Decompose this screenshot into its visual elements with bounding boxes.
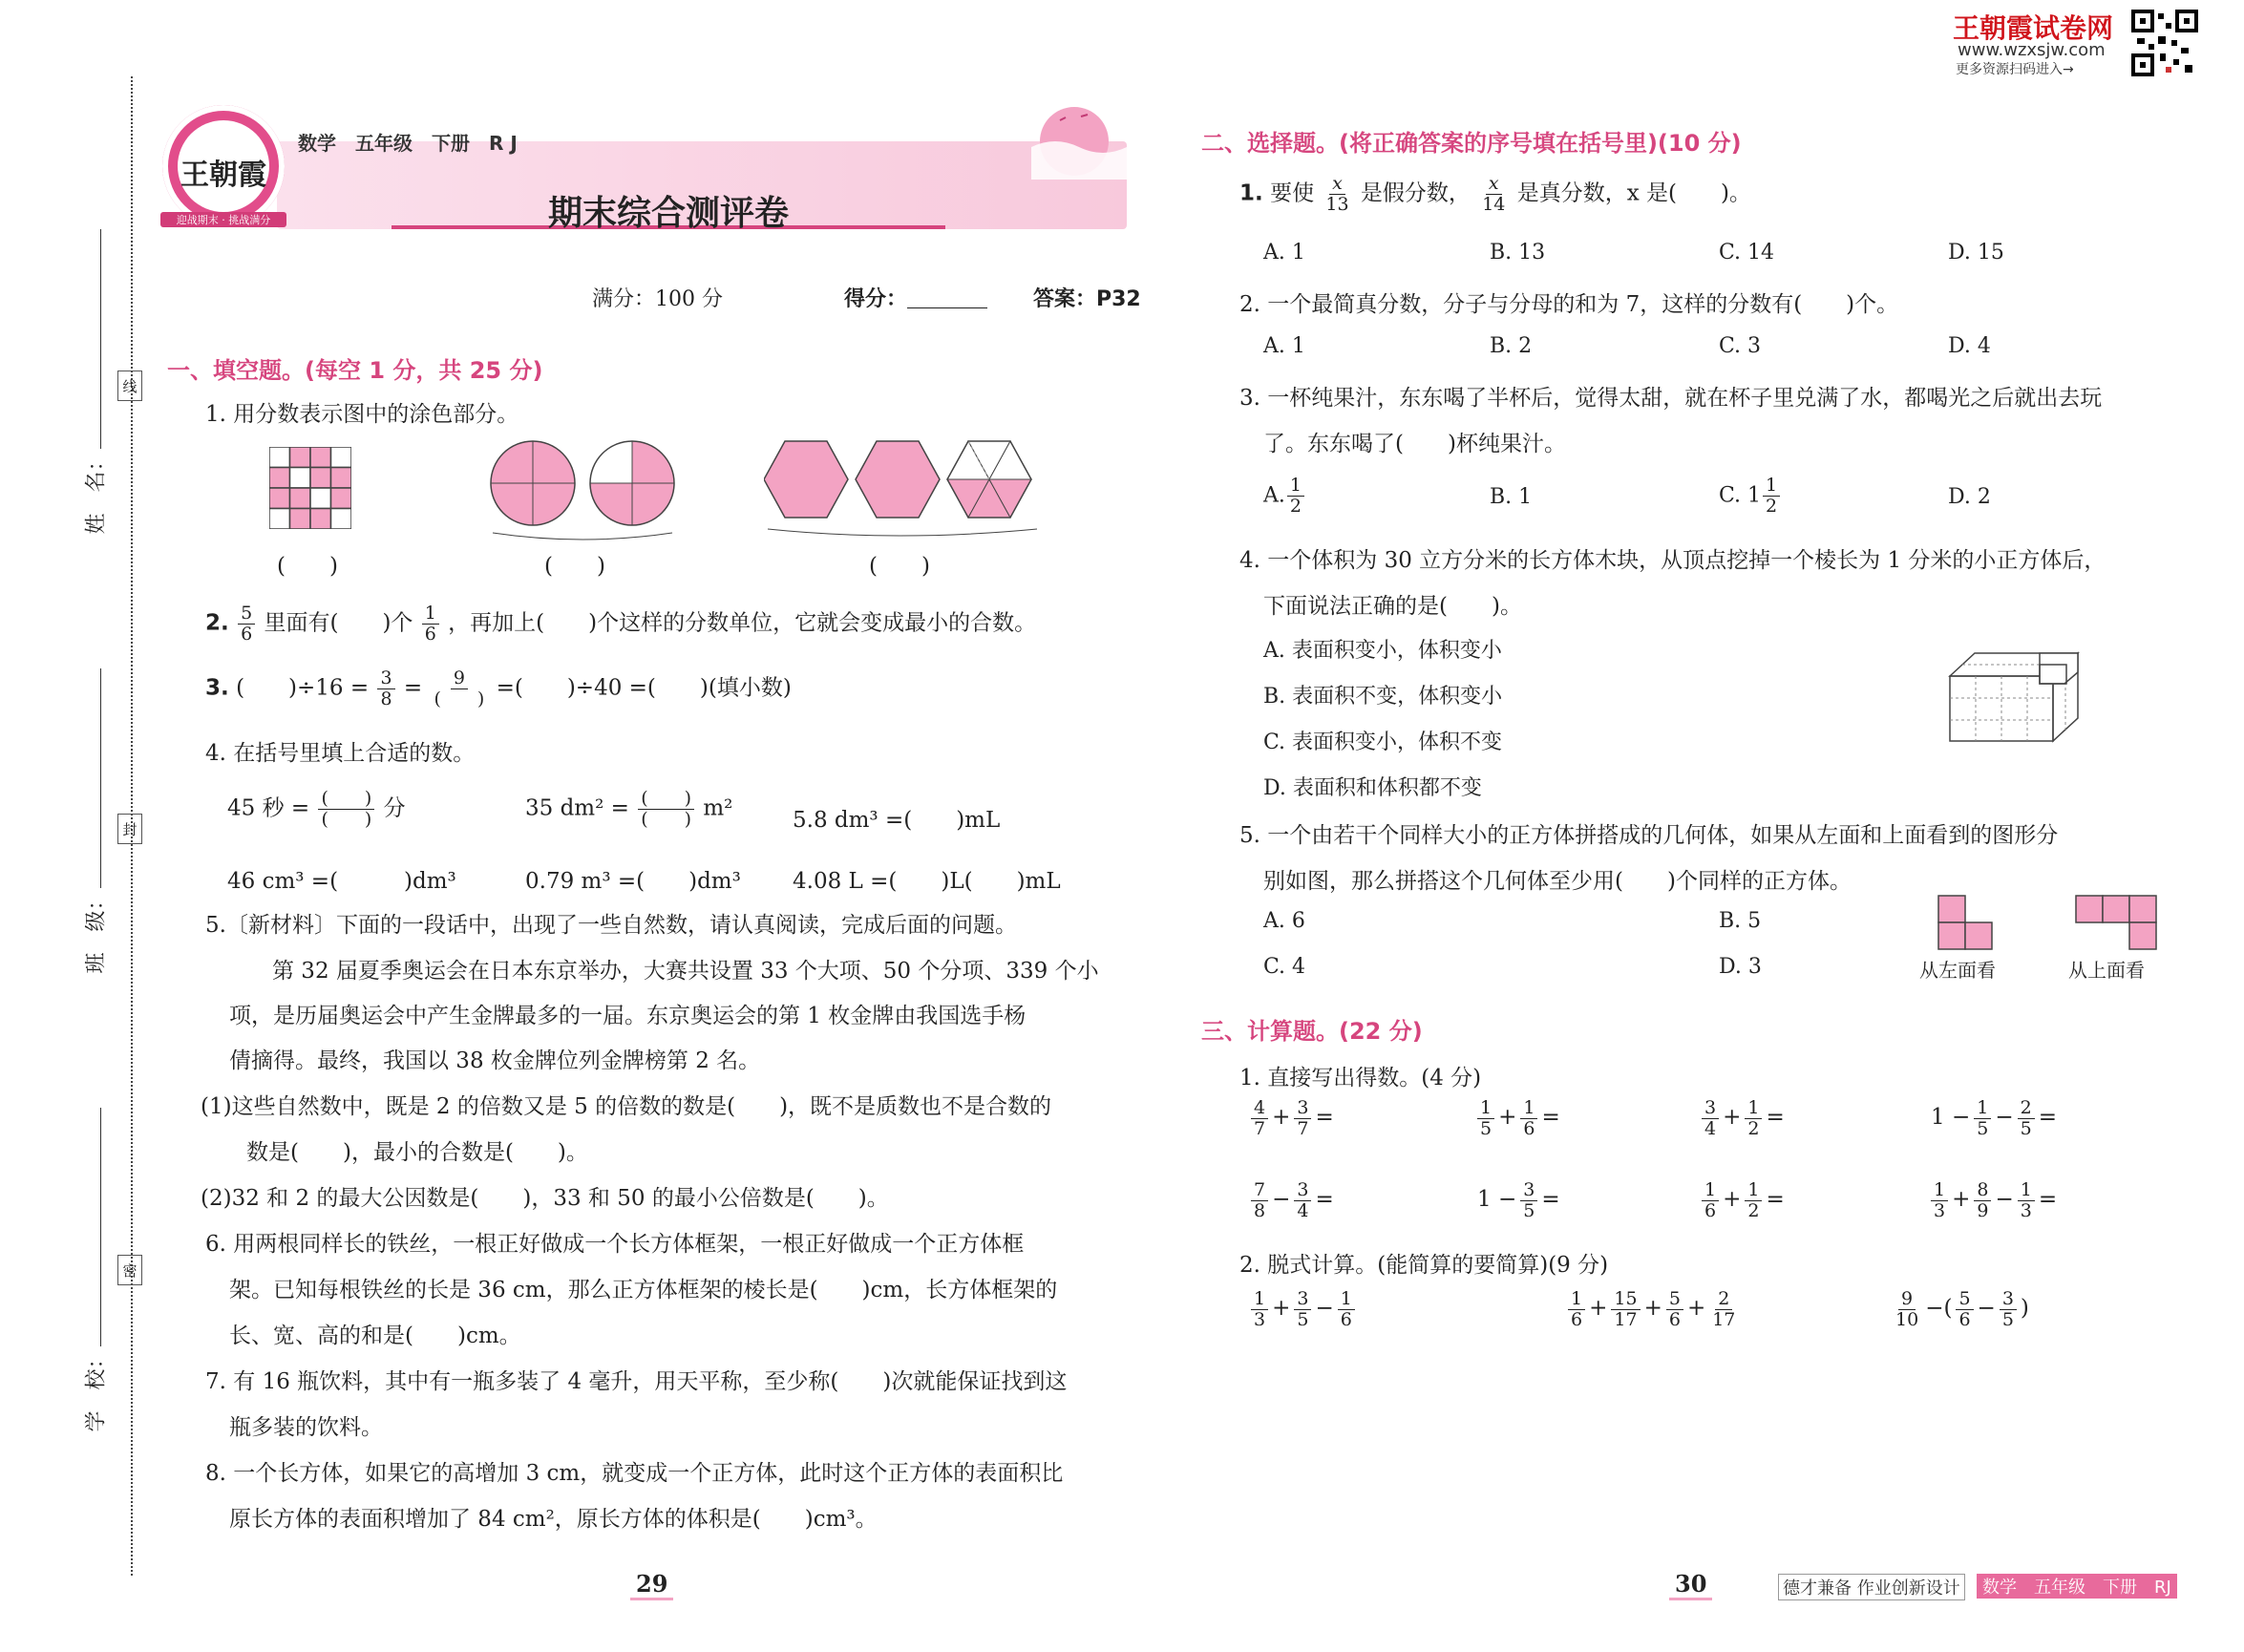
denominator: 7 [1254, 1117, 1266, 1139]
operator: = [2038, 1105, 2057, 1131]
numerator: 1 [2018, 1180, 2035, 1201]
numerator: x [1486, 174, 1502, 195]
denominator: 6 [1340, 1308, 1352, 1330]
s1-q2 [205, 604, 1036, 645]
fraction [1763, 476, 1780, 517]
fraction [638, 789, 694, 830]
fraction [1338, 1289, 1355, 1330]
fraction [431, 668, 487, 710]
s2-q1-text3: 是真分数，x 是( )。 [1516, 180, 1751, 206]
numerator: 1 [422, 604, 439, 625]
qr-code-icon [2131, 10, 2198, 76]
s1-q2-number: 2. [205, 610, 229, 636]
s1-q8-line[interactable]: 原长方体的表面积增加了 84 cm²，原长方体的体积是( )cm³。 [229, 1507, 878, 1532]
denominator: 6 [241, 623, 253, 645]
denominator: 5 [2001, 1308, 2014, 1330]
denominator: 10 [1895, 1308, 1919, 1330]
s2-q4-line: 4. 一个体积为 30 立方分米的长方体木块，从顶点挖掉一个棱长为 1 分米的小正方体后， [1239, 548, 2106, 573]
operator: = [1315, 1105, 1334, 1131]
s1-q4: 4. 在括号里填上合适的数。 [205, 741, 476, 766]
s1-q3-number: 3. [205, 675, 229, 701]
numerator: 3 [377, 668, 394, 689]
numerator: x [1329, 174, 1345, 195]
fraction [1745, 1180, 1762, 1221]
numerator: 5 [238, 604, 255, 625]
fraction [238, 604, 255, 645]
circles-figure [487, 439, 678, 544]
option-b[interactable]: B. 2 [1490, 334, 1533, 358]
school-label: 学 校： [84, 1347, 109, 1432]
numerator-blank[interactable]: ( ) [318, 789, 374, 810]
mental-calc-item[interactable] [1929, 1180, 2059, 1221]
fraction [1251, 1180, 1268, 1221]
s2-q2: 2. 一个最简真分数，分子与分母的和为 7，这样的分数有( )个。 [1239, 292, 1899, 317]
denominator: 6 [1668, 1308, 1681, 1330]
option-b[interactable]: B. 13 [1490, 241, 1546, 265]
q5-passage-line: 第 32 届夏季奥运会在日本东京举办，大赛共设置 33 个大项、50 个分项、339 个小 [272, 959, 1099, 984]
denominator: 5 [1297, 1308, 1309, 1330]
numerator: 9 [451, 668, 468, 689]
seal-mark-secret: 密 [117, 1255, 142, 1285]
s1-q6-line[interactable]: 长、宽、高的和是( )cm。 [229, 1324, 521, 1348]
s1-q6-line: 6. 用两根同样长的铁丝，一根正好做成一个长方体框架，一根正好做成一个正方体框 [205, 1232, 1025, 1257]
step-calc-item[interactable] [1249, 1289, 1357, 1330]
mental-calc-item[interactable] [1700, 1098, 1787, 1139]
name-blank-line [100, 229, 102, 449]
denominator: 17 [1614, 1308, 1638, 1330]
q4-item [525, 789, 732, 830]
option-c[interactable] [1719, 476, 1782, 517]
s2-q1-text2: 是假分数， [1360, 180, 1471, 206]
numerator: 3 [1702, 1098, 1719, 1119]
numerator: 3 [1294, 1180, 1311, 1201]
option-d[interactable]: D. 2 [1948, 485, 1991, 509]
operator: + [1589, 1296, 1608, 1322]
logo-text: 王朝霞 [180, 159, 266, 192]
denominator: 17 [1712, 1308, 1736, 1330]
operator: = [1541, 1105, 1560, 1131]
fraction [1520, 1180, 1537, 1221]
mental-calc-item[interactable] [1249, 1098, 1336, 1139]
series-label: 德才兼备 作业创新设计 [1778, 1574, 1965, 1600]
numerator: 1 [1974, 1098, 1991, 1119]
mental-calc-item[interactable] [1475, 1180, 1562, 1221]
denominator: 5 [1523, 1199, 1535, 1221]
series-tag: 数学 五年级 下册 RJ [1977, 1574, 2177, 1599]
q5-passage-line: 倩摘得。最终，我国以 38 枚金牌位列金牌榜第 2 名。 [229, 1048, 761, 1073]
fraction [1745, 1098, 1762, 1139]
full-score: 满分：100 分 [592, 287, 723, 311]
operator: = [1541, 1187, 1560, 1213]
numerator: 9 [1898, 1289, 1916, 1310]
page-title: 期末综合测评卷 [547, 194, 789, 233]
q4-unit: m² [703, 795, 733, 821]
denominator: 2 [1289, 495, 1302, 517]
s1-q7-line[interactable]: 7. 有 16 瓶饮料，其中有一瓶多装了 4 毫升，用天平称，至少称( )次就能保证找到这 [205, 1369, 1068, 1394]
numerator: 5 [1666, 1289, 1683, 1310]
page-number-left: 29 [630, 1570, 673, 1600]
s2-q5-line: 别如图，那么拼搭这个几何体至少用( )个同样的正方体。 [1263, 869, 1852, 894]
denominator: 2 [1766, 495, 1778, 517]
operator: = [1315, 1187, 1334, 1213]
operator: 1 − [1477, 1187, 1517, 1213]
numerator: 1 [1931, 1180, 1948, 1201]
numerator: 1 [1763, 476, 1780, 497]
left-view-label: 从左面看 [1919, 959, 1996, 982]
denominator: 6 [1958, 1308, 1971, 1330]
q5-sub-line[interactable]: 数是( )，最小的合数是( )。 [246, 1140, 588, 1165]
watermark-brand: 王朝霞试卷网 [1953, 12, 2114, 44]
cuboid-figure [1948, 649, 2082, 745]
mental-calc-item[interactable] [1475, 1098, 1562, 1139]
fraction [422, 604, 439, 645]
numerator-blank[interactable]: ( ) [638, 789, 694, 810]
option-a[interactable]: A. 1 [1263, 241, 1305, 265]
operator: + [1498, 1105, 1517, 1131]
s1-q8-line: 8. 一个长方体，如果它的高增加 3 cm，就变成一个正方体，此时这个正方体的表面积比 [205, 1461, 1064, 1486]
fraction [1568, 1289, 1585, 1330]
numerator: 7 [1251, 1180, 1268, 1201]
numerator: 15 [1611, 1289, 1640, 1310]
top-view-label: 从上面看 [2068, 959, 2145, 982]
class-blank-line [100, 668, 102, 888]
blank-grid[interactable]: ( ) [277, 554, 338, 579]
option-a[interactable]: A. 6 [1263, 909, 1305, 933]
operator: + [1272, 1296, 1291, 1322]
denominator: 5 [1480, 1117, 1492, 1139]
fraction [1477, 1098, 1494, 1139]
logo-ribbon: 迎战期末 · 挑战满分 [160, 212, 286, 227]
q4-item [227, 789, 406, 830]
q4-text: 35 dm² = [525, 795, 629, 821]
option-d[interactable]: D. 4 [1948, 334, 1991, 358]
denominator: 13 [1325, 193, 1349, 215]
fraction [377, 668, 394, 710]
option-b[interactable]: B. 5 [1719, 909, 1762, 933]
fraction [1931, 1180, 1948, 1221]
section1-title: 一、填空题。(每空 1 分，共 25 分) [167, 357, 543, 384]
sun-wave-icon [1022, 103, 1127, 180]
fraction [318, 789, 374, 830]
watermark-note: 更多资源扫码进入→ [1956, 62, 2074, 77]
equals-sign: = [403, 675, 423, 701]
q4-item[interactable]: 0.79 m³ =( )dm³ [525, 869, 741, 894]
denominator: 8 [380, 688, 392, 710]
q4-item[interactable]: 5.8 dm³ =( )mL [793, 808, 1001, 833]
operator: + [1643, 1296, 1662, 1322]
denominator: 3 [2020, 1199, 2032, 1221]
numerator: 3 [2000, 1289, 2017, 1310]
operator: = [1766, 1105, 1785, 1131]
section3-title: 三、计算题。(22 分) [1201, 1018, 1423, 1045]
numerator: 1 [1520, 1098, 1537, 1119]
denominator: 2 [1747, 1199, 1760, 1221]
s2-q3-line: 了。东东喝了( )杯纯果汁。 [1263, 432, 1566, 456]
numerator: 2 [1715, 1289, 1732, 1310]
numerator: 3 [1520, 1180, 1537, 1201]
option-c[interactable]: C. 表面积变小，体积不变 [1263, 731, 1503, 754]
denominator-blank[interactable]: ( ) [641, 808, 692, 830]
s3-q1: 1. 直接写出得数。(4 分) [1239, 1066, 1482, 1091]
numerator: 1 [1745, 1180, 1762, 1201]
q4-item[interactable]: 46 cm³ =( )dm³ [227, 869, 456, 894]
option-letter: A. [1263, 483, 1285, 508]
section2-title: 二、选择题。(将正确答案的序号填在括号里)(10 分) [1201, 130, 1742, 157]
page-number-right: 30 [1669, 1570, 1712, 1600]
denominator: 8 [1254, 1199, 1266, 1221]
numerator: 8 [1974, 1180, 1991, 1201]
fraction [2018, 1098, 2035, 1139]
seal-mark-seal: 封 [117, 814, 142, 844]
option-b[interactable]: B. 表面积不变，体积变小 [1263, 685, 1503, 709]
fraction [1974, 1098, 1991, 1139]
s1-q3-text1: ( )÷16 = [236, 675, 370, 701]
fraction [1702, 1098, 1719, 1139]
denominator: 6 [1704, 1199, 1717, 1221]
q4-unit: 分 [383, 795, 406, 821]
operator: − [1977, 1296, 1996, 1322]
option-a[interactable]: A. 1 [1263, 334, 1305, 358]
option-d[interactable]: D. 3 [1719, 955, 1762, 979]
s2-q1 [1239, 174, 1751, 215]
s2-q1-number: 1. [1239, 180, 1263, 206]
q5-sub-line[interactable]: (2)32 和 2 的最大公因数是( )，33 和 50 的最小公倍数是( )。 [201, 1186, 889, 1211]
blank-hexagons[interactable]: ( ) [869, 554, 930, 579]
score-label: 得分： [844, 287, 908, 311]
s1-q6-line[interactable]: 架。已知每根铁丝的长是 36 cm，那么正方体框架的棱长是( )cm，长方体框架的 [229, 1278, 1058, 1303]
blank-circles[interactable]: ( ) [544, 554, 605, 579]
s2-q4-line: 下面说法正确的是( )。 [1263, 594, 1522, 619]
q5-sub-line[interactable]: (1)这些自然数中，既是 2 的倍数又是 5 的倍数的数是( )，既不是质数也不是合数的 [201, 1094, 1052, 1119]
seal-mark-line: 线 [117, 371, 142, 401]
operator: + [1686, 1296, 1706, 1322]
name-label: 姓 名： [84, 450, 109, 535]
s2-q3-line: 3. 一杯纯果汁，东东喝了半杯后，觉得太甜，就在杯子里兑满了水，都喝光之后就出去玩 [1239, 386, 2103, 411]
operator: = [1766, 1187, 1785, 1213]
grid-figure [269, 447, 351, 529]
fraction [1611, 1289, 1640, 1330]
option-b[interactable]: B. 1 [1490, 485, 1533, 509]
operator: − [1995, 1187, 2014, 1213]
option-c[interactable]: C. 14 [1719, 241, 1775, 265]
fraction [1294, 1098, 1311, 1139]
q4-item[interactable]: 4.08 L =( )L( )mL [793, 869, 1061, 894]
numerator: 3 [1294, 1098, 1311, 1119]
fraction [1520, 1098, 1537, 1139]
fraction [1287, 476, 1304, 517]
s1-q3 [205, 668, 792, 710]
option-d[interactable]: D. 15 [1948, 241, 2004, 265]
class-label: 班 级： [84, 889, 109, 974]
fraction [1666, 1289, 1683, 1330]
operator: 1 − [1931, 1105, 1971, 1131]
fraction [2000, 1289, 2017, 1330]
s1-q2-text1: 里面有( )个 [264, 610, 413, 636]
denominator: 9 [1977, 1199, 1989, 1221]
denominator: 5 [2020, 1117, 2032, 1139]
option-letter: C. 1 [1719, 483, 1762, 508]
numerator: 1 [1568, 1289, 1585, 1310]
fraction [1251, 1289, 1268, 1330]
top-view-figure [2074, 894, 2160, 951]
operator: + [1723, 1187, 1742, 1213]
step-calc-item[interactable] [1891, 1289, 2031, 1330]
mental-calc-item[interactable] [1929, 1098, 2059, 1139]
s2-q5-line: 5. 一个由若干个同样大小的正方体拼搭成的几何体，如果从左面和上面看到的图形分 [1239, 823, 2059, 848]
denominator: 6 [1523, 1117, 1535, 1139]
operator: = [2038, 1187, 2058, 1213]
operator: − [1315, 1296, 1334, 1322]
fraction [1974, 1180, 1991, 1221]
left-view-figure [1937, 894, 1994, 951]
option-c[interactable]: C. 3 [1719, 334, 1762, 358]
operator: + [1952, 1187, 1971, 1213]
mental-calc-item[interactable] [1249, 1180, 1336, 1221]
denominator: 7 [1297, 1117, 1309, 1139]
operator: + [1272, 1105, 1291, 1131]
step-calc-item[interactable] [1566, 1289, 1740, 1330]
numerator: 5 [1956, 1289, 1973, 1310]
subject-line: 数学 五年级 下册 R J [298, 132, 518, 155]
fraction [1702, 1180, 1719, 1221]
s2-q1-text1: 要使 [1270, 180, 1315, 206]
denominator: 5 [1977, 1117, 1989, 1139]
q4-text: 45 秒 = [227, 795, 310, 821]
denominator: 3 [1934, 1199, 1946, 1221]
denominator: 2 [1747, 1117, 1760, 1139]
s1-q3-text2: =( )÷40 =( )(填小数) [496, 675, 792, 701]
fraction [1956, 1289, 1973, 1330]
numerator: 1 [1287, 476, 1304, 497]
numerator: 1 [1338, 1289, 1355, 1310]
denominator: ( ) [434, 688, 485, 710]
s1-q5-title: 5.〔新材料〕下面的一段话中，出现了一些自然数，请认真阅读，完成后面的问题。 [205, 913, 1017, 938]
denominator: 6 [1571, 1308, 1583, 1330]
school-blank-line [100, 1108, 102, 1346]
fraction [1479, 174, 1508, 215]
operator: + [1723, 1105, 1742, 1131]
hexagons-figure [764, 437, 1041, 544]
numerator: 1 [1477, 1098, 1494, 1119]
fraction [1709, 1289, 1738, 1330]
operator: − [1995, 1105, 2014, 1131]
denominator: 14 [1482, 193, 1506, 215]
numerator: 1 [1745, 1098, 1762, 1119]
q5-passage-line: 项，是历届奥运会中产生金牌最多的一届。东京奥运会的第 1 枚金牌由我国选手杨 [229, 1004, 1027, 1028]
fraction [1294, 1180, 1311, 1221]
operator: − [1272, 1187, 1291, 1213]
option-c[interactable]: C. 4 [1263, 955, 1306, 979]
denominator: 4 [1297, 1199, 1309, 1221]
option-a[interactable] [1263, 476, 1306, 517]
fraction [2018, 1180, 2035, 1221]
numerator: 4 [1251, 1098, 1268, 1119]
fraction [1294, 1289, 1311, 1330]
numerator: 2 [2018, 1098, 2035, 1119]
s3-q2: 2. 脱式计算。(能简算的要简算)(9 分) [1239, 1253, 1609, 1278]
numerator: 1 [1251, 1289, 1268, 1310]
fraction [1893, 1289, 1921, 1330]
watermark-url: www.wzxsjw.com [1958, 40, 2106, 60]
operator: −( [1925, 1296, 1953, 1322]
denominator: 3 [1254, 1308, 1266, 1330]
fraction [1323, 174, 1351, 215]
fraction [1251, 1098, 1268, 1139]
answer-ref: 答案：P32 [1033, 287, 1141, 311]
denominator: 6 [424, 623, 436, 645]
s1-q7-line: 瓶多装的饮料。 [229, 1415, 383, 1440]
denominator-blank[interactable]: ( ) [321, 808, 372, 830]
mental-calc-item[interactable] [1700, 1180, 1787, 1221]
numerator: 1 [1702, 1180, 1719, 1201]
denominator: 4 [1704, 1117, 1717, 1139]
option-a[interactable]: A. 表面积变小，体积变小 [1263, 639, 1502, 663]
option-d[interactable]: D. 表面积和体积都不变 [1263, 776, 1482, 800]
numerator: 3 [1294, 1289, 1311, 1310]
operator: ) [2020, 1296, 2029, 1322]
s1-q1: 1. 用分数表示图中的涂色部分。 [205, 402, 519, 427]
score-field[interactable] [907, 307, 987, 308]
s1-q2-text2: ，再加上( )个这样的分数单位，它就会变成最小的合数。 [448, 610, 1037, 636]
